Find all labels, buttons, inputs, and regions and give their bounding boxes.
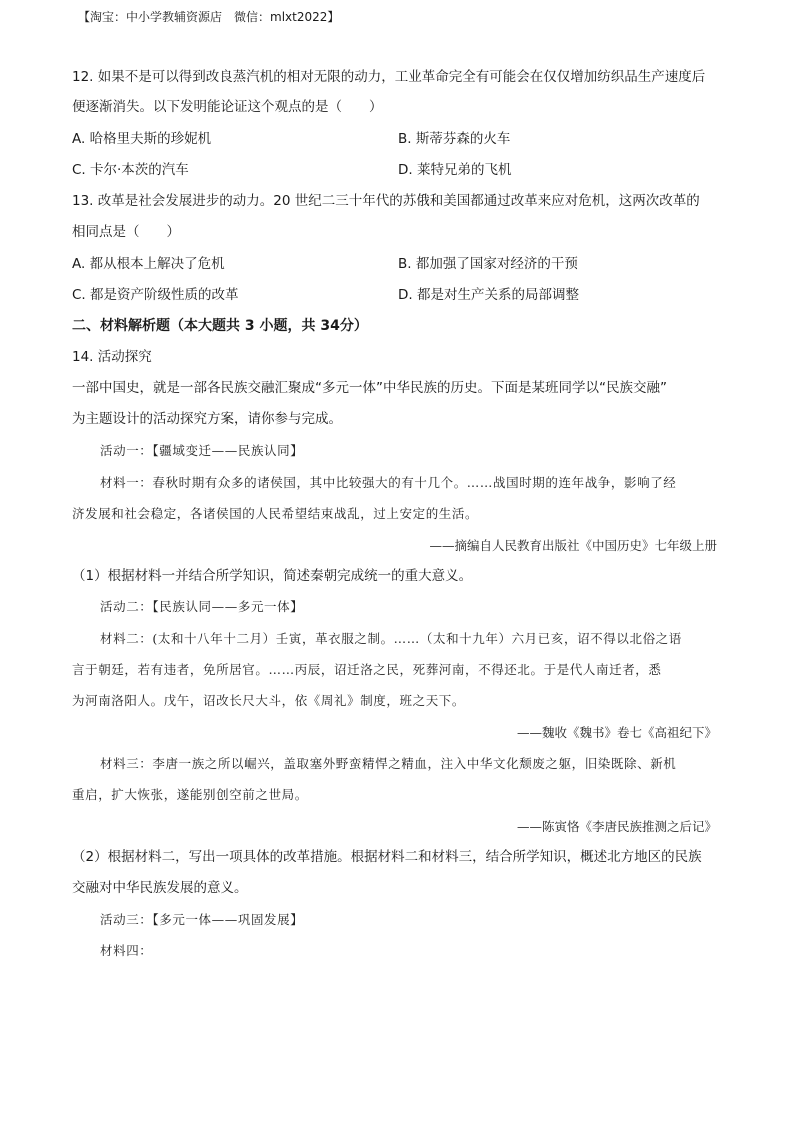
q12-option-d[interactable]: D. 莱特兄弟的飞机 (398, 162, 512, 178)
q13-option-c[interactable]: C. 都是资产阶级性质的改革 (72, 287, 239, 303)
q12-option-c[interactable]: C. 卡尔·本茨的汽车 (72, 162, 189, 178)
material3-line1: 材料三：李唐一族之所以崛兴，盖取塞外野蛮精悍之精血，注入中华文化颓废之躯，旧染既除、新机 (100, 756, 677, 771)
q12-stem-line1: 12. 如果不是可以得到改良蒸汽机的相对无限的动力，工业革命完全有可能会在仅仅增加纺织品生产速度后 (72, 69, 706, 85)
q14-intro-line1: 一部中国史，就是一部各民族交融汇聚成“多元一体”中华民族的历史。下面是某班同学以“民族交融” (72, 380, 667, 396)
q12-options-row2 (72, 161, 722, 179)
q14-title: 14. 活动探究 (72, 349, 152, 365)
q14-intro-line2: 为主题设计的活动探究方案，请你参与完成。 (72, 411, 342, 427)
section2-title: 二、材料解析题（本大题共 3 小题，共 34分） (72, 318, 368, 334)
material3-source: ——陈寅恪《李唐民族推测之后记》 (516, 819, 717, 834)
activity1-title: 活动一：【疆域变迁——民族认同】 (100, 443, 304, 458)
q12-stem-line2: 便逐渐消失。以下发明能论证这个观点的是（ ） (72, 99, 383, 115)
q12-options-row1 (72, 130, 722, 148)
q12-option-a[interactable]: A. 哈格里夫斯的珍妮机 (72, 131, 212, 147)
page-header: 【淘宝：中小学教辅资源店 微信：mlxt2022】 (78, 10, 340, 24)
activity3-title: 活动三：【多元一体——巩固发展】 (100, 912, 304, 927)
q13-stem-line1: 13. 改革是社会发展进步的动力。20 世纪二三十年代的苏俄和美国都通过改革来应对危机，这两次改革的 (72, 193, 700, 209)
material3-line2: 重启，扩大恢张，遂能别创空前之世局。 (72, 787, 308, 802)
material4-label: 材料四： (100, 943, 153, 958)
q13-options-row2 (72, 286, 722, 304)
material1-line2: 济发展和社会稳定，各诸侯国的人民希望结束战乱，过上安定的生活。 (72, 506, 479, 521)
q14-sub2-line1: （2）根据材料二，写出一项具体的改革措施。根据材料二和材料三，结合所学知识，概述北方地区的民族 (72, 849, 702, 865)
activity2-title: 活动二：【民族认同——多元一体】 (100, 599, 304, 614)
material1-line1: 材料一：春秋时期有众多的诸侯国，其中比较强大的有十几个。……战国时期的连年战争，影响了经 (100, 475, 677, 490)
q14-sub1: （1）根据材料一并结合所学知识，简述秦朝完成统一的重大意义。 (72, 568, 473, 584)
q13-option-a[interactable]: A. 都从根本上解决了危机 (72, 256, 225, 272)
material2-line3: 为河南洛阳人。戊午，诏改长尺大斗，依《周礼》制度，班之天下。 (72, 693, 466, 708)
material2-line1: 材料二：(太和十八年十二月）壬寅，革衣服之制。……（太和十九年）六月已亥，诏不得以北俗之语 (100, 631, 682, 646)
q14-sub2-line2: 交融对中华民族发展的意义。 (72, 880, 248, 896)
q13-option-b[interactable]: B. 都加强了国家对经济的干预 (398, 256, 578, 272)
material2-line2: 言于朝廷，若有违者，免所居官。……丙辰，诏迁洛之民，死葬河南，不得还北。于是代人南迁者，悉 (72, 662, 662, 677)
material2-source: ——魏收《魏书》卷七《高祖纪下》 (516, 725, 717, 740)
q13-options-row1 (72, 255, 722, 273)
material1-source: ——摘编自人民教育出版社《中国历史》七年级上册 (429, 538, 717, 553)
q13-stem-line2: 相同点是（ ） (72, 224, 180, 240)
q13-option-d[interactable]: D. 都是对生产关系的局部调整 (398, 287, 579, 303)
q12-option-b[interactable]: B. 斯蒂芬森的火车 (398, 131, 511, 147)
